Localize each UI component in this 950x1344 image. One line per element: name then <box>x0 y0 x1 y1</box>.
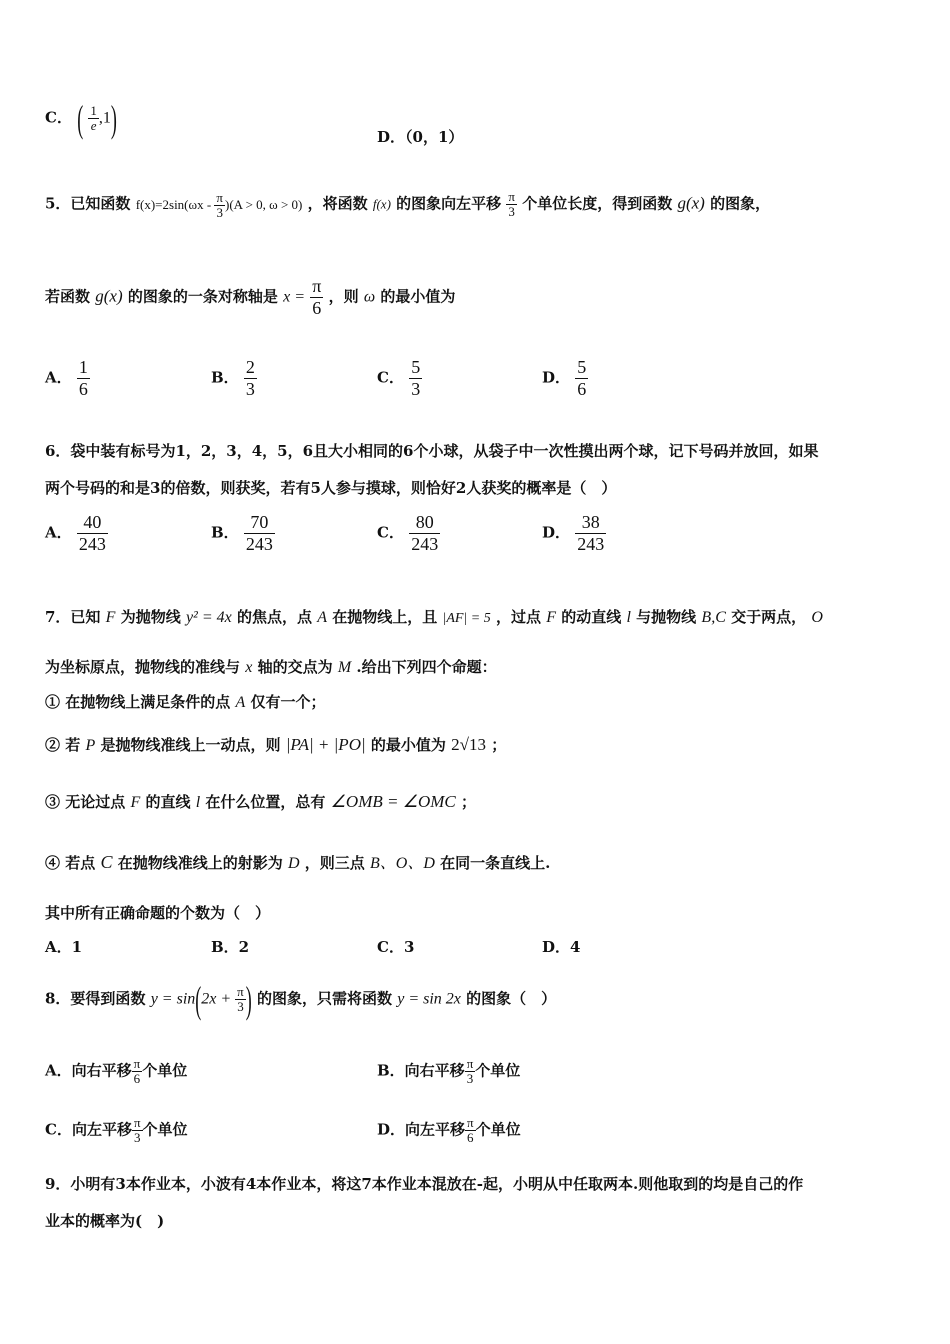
q7-option-d[interactable]: D．4 <box>542 938 581 956</box>
q5-option-c[interactable] <box>377 357 422 400</box>
denominator: 3 <box>411 379 421 399</box>
q5-text: 5．已知函数 <box>45 194 131 213</box>
numerator: 1 <box>90 103 97 118</box>
fraction <box>575 357 588 400</box>
q7-text: 在抛物线上，且 <box>332 608 438 626</box>
option-tail: 个单位 <box>142 1061 188 1080</box>
q5-text: 个单位长度，得到函数 <box>522 194 673 213</box>
denominator: 3 <box>466 1071 474 1086</box>
fraction <box>77 512 108 555</box>
q7-question: 其中所有正确命题的个数为（ ） <box>45 904 271 922</box>
denominator: 243 <box>411 534 439 554</box>
option-label: C． <box>377 523 404 542</box>
numerator: π <box>467 1115 474 1130</box>
numerator: 38 <box>575 512 606 534</box>
fraction <box>214 191 225 220</box>
denominator: 243 <box>78 534 106 554</box>
gx: g(x) <box>677 193 705 213</box>
numerator: 1 <box>78 357 88 377</box>
option-label: B． <box>211 523 239 542</box>
axis-lhs: x = <box>283 288 306 306</box>
q7-statement-3 <box>45 792 476 813</box>
parabola-equation: y² = 4x <box>185 609 232 626</box>
q6-option-d[interactable] <box>542 512 606 555</box>
q7-text: 是抛物线准线上一动点，则 <box>100 736 281 754</box>
q5-option-b[interactable] <box>211 357 257 400</box>
fx: f(x) <box>372 196 391 212</box>
q7-text: 在什么位置，总有 <box>205 793 326 811</box>
q7-text: ； <box>491 736 507 754</box>
option-label: A．向右平移 <box>45 1061 132 1080</box>
q8-option-a[interactable] <box>45 1057 187 1086</box>
numerator: π <box>466 1056 474 1071</box>
denominator: 3 <box>216 205 223 221</box>
denominator: 6 <box>78 379 88 399</box>
q4-option-c[interactable] <box>45 97 117 140</box>
q7-text: 在抛物线准线上的射影为 <box>117 854 283 872</box>
fraction <box>235 985 246 1014</box>
q7-text: 轴的交点为 <box>257 658 333 676</box>
q7-text: ，过点 <box>495 608 541 626</box>
q9-stem-line2: 业本的概率为( ) <box>45 1212 165 1230</box>
q5-text: 若函数 <box>45 287 91 306</box>
numerator: π <box>508 189 515 204</box>
q5-text: 的图象， <box>710 194 771 213</box>
q6-stem-line1: 6．袋中装有标号为1，2，3，4，5，6且大小相同的6个小球，从袋子中一次性摸出两个球，记下号码并放回，如果 <box>45 442 819 460</box>
q7-text: 与抛物线 <box>636 608 697 626</box>
math-symbol: F <box>105 609 116 626</box>
q7-stem-line2 <box>45 657 497 678</box>
pa-po-expression: |PA| + |PO| <box>285 735 366 754</box>
q7-text: 仅有一个； <box>250 693 326 711</box>
q7-text: ① 在抛物线上满足条件的点 <box>45 693 231 711</box>
q7-text: 交于两点， <box>731 608 807 626</box>
min-value: 2√13 <box>451 735 486 754</box>
q9-stem-line1: 9．小明有3本作业本，小波有4本作业本，将这7本作业本混放在-起，小明从中任取两本.则他取到的均是自己的作 <box>45 1175 804 1193</box>
fraction <box>77 357 90 400</box>
q7-statement-2 <box>45 735 506 756</box>
denominator: 3 <box>508 204 515 219</box>
math-symbol: O <box>811 609 823 626</box>
fraction <box>465 1116 476 1145</box>
q7-text: 的焦点，点 <box>236 608 312 626</box>
source-function: y = sin 2x <box>397 990 461 1008</box>
q7-statement-4 <box>45 852 550 874</box>
math-symbol: x <box>245 659 253 676</box>
denominator: 3 <box>133 1130 141 1145</box>
math-symbol: l <box>195 794 201 811</box>
math-symbol: F <box>130 794 141 811</box>
numerator: 2 <box>245 357 255 377</box>
q7-text: 的动直线 <box>561 608 622 626</box>
fraction <box>310 276 323 319</box>
q7-stem-line1 <box>45 607 823 629</box>
q7-text: ④ 若点 <box>45 854 96 872</box>
q7-text: ，则三点 <box>304 854 365 872</box>
numerator: 5 <box>577 357 587 377</box>
target-function: y = sin <box>150 990 196 1008</box>
option-tail: 个单位 <box>475 1120 521 1139</box>
option-label: B．向右平移 <box>377 1061 465 1080</box>
fraction <box>575 512 606 555</box>
fx-definition <box>135 190 303 221</box>
q7-option-a[interactable]: A．1 <box>45 938 83 956</box>
option-label: A． <box>45 368 72 387</box>
q8-option-d[interactable] <box>377 1116 521 1145</box>
numerator: 70 <box>244 512 275 534</box>
q7-statement-1 <box>45 692 326 713</box>
fraction <box>132 1116 143 1145</box>
option-tail: 个单位 <box>142 1120 188 1139</box>
q5-stem-line1 <box>45 190 770 220</box>
option-label: D． <box>542 523 571 542</box>
omega: ω <box>363 288 376 306</box>
denominator: 6 <box>467 1130 474 1145</box>
option-tail: 个单位 <box>475 1061 521 1080</box>
math-symbol: A <box>235 694 246 711</box>
gx: g(x) <box>95 286 123 306</box>
q7-text: ； <box>460 793 476 811</box>
option-label: C．向左平移 <box>45 1120 132 1139</box>
numerator: 40 <box>77 512 108 534</box>
numerator: 5 <box>411 357 421 377</box>
numerator: π <box>216 190 223 206</box>
q8-text: 的图象（ ） <box>466 989 557 1008</box>
q6-option-a[interactable] <box>45 512 108 555</box>
fraction <box>244 357 257 400</box>
q5-option-a[interactable] <box>45 357 90 400</box>
q8-option-c[interactable] <box>45 1116 188 1145</box>
q7-text: ② 若 <box>45 736 81 754</box>
right-paren: ) <box>245 978 252 1021</box>
numerator: π <box>312 276 322 296</box>
fraction <box>506 190 517 219</box>
q5-text: 的最小值为 <box>380 287 456 306</box>
math-symbol: D <box>287 855 300 872</box>
option-label: D． <box>542 368 571 387</box>
q7-text: 在同一条直线上. <box>440 854 551 872</box>
option-label: B． <box>211 368 239 387</box>
q5-text: 的图象的一条对称轴是 <box>127 287 278 306</box>
math-symbol: B,C <box>701 609 726 626</box>
option-label: A． <box>45 523 72 542</box>
q4-option-d[interactable]: D．（0，1） <box>377 128 464 146</box>
left-paren: ( <box>195 978 202 1021</box>
right-paren: ) <box>110 97 117 140</box>
math-symbol: P <box>85 737 96 754</box>
denominator: 243 <box>245 534 273 554</box>
q5-text: ，则 <box>328 287 359 306</box>
q7-text: ③ 无论过点 <box>45 793 126 811</box>
fraction <box>88 104 99 133</box>
math-symbol: l <box>626 609 631 626</box>
fraction <box>244 512 275 555</box>
q7-option-c[interactable]: C．3 <box>377 938 415 956</box>
denominator: e <box>90 118 97 133</box>
q5-stem-line2 <box>45 276 455 319</box>
q8-text: 的图象，只需将函数 <box>256 989 392 1008</box>
target-argument: 2x + <box>201 990 236 1008</box>
fx-condition: )(A > 0, ω > 0) <box>224 196 303 212</box>
denominator: 6 <box>133 1071 141 1086</box>
option-tail: ,1 <box>98 109 111 127</box>
q7-text: .给出下列四个命题： <box>356 658 497 676</box>
fraction <box>409 512 440 555</box>
math-symbol: F <box>546 609 556 626</box>
fraction <box>132 1057 143 1086</box>
q7-text: 的最小值为 <box>370 736 446 754</box>
math-symbol: A <box>317 609 327 626</box>
denominator: 6 <box>312 298 322 318</box>
denominator: 243 <box>577 534 605 554</box>
denominator: 3 <box>237 999 244 1014</box>
q6-option-c[interactable] <box>377 512 440 555</box>
angle-equation: ∠OMB = ∠OMC <box>330 792 456 811</box>
q5-text: 的图象向左平移 <box>396 194 502 213</box>
option-label: C． <box>45 108 72 127</box>
q5-text: ，将函数 <box>307 194 368 213</box>
q6-stem-line2: 两个号码的和是3的倍数，则获奖，若有5人参与摸球，则恰好2人获奖的概率是（ ） <box>45 479 617 497</box>
q7-text: 的直线 <box>145 793 191 811</box>
numerator: π <box>133 1115 141 1130</box>
math-symbol: C <box>100 852 113 872</box>
denominator: 6 <box>577 379 587 399</box>
q6-option-b[interactable] <box>211 512 275 555</box>
q5-option-d[interactable] <box>542 357 588 400</box>
q7-text: 为坐标原点，抛物线的准线与 <box>45 658 241 676</box>
q7-text: 为抛物线 <box>120 608 181 626</box>
numerator: 80 <box>409 512 440 534</box>
q7-text: 7．已知 <box>45 608 101 626</box>
left-paren: ( <box>77 97 84 140</box>
fraction <box>465 1057 476 1086</box>
af-expression: |AF| = 5 <box>442 611 491 626</box>
numerator: π <box>133 1056 141 1071</box>
denominator: 3 <box>245 379 255 399</box>
option-label: C． <box>377 368 404 387</box>
fraction <box>409 357 422 400</box>
numerator: π <box>237 984 244 999</box>
math-symbol: M <box>337 659 352 676</box>
option-label: D．向左平移 <box>377 1120 466 1139</box>
points: B、O、D <box>370 855 435 872</box>
fx-def-text: f(x)=2sin(ωx - <box>135 196 215 212</box>
q8-option-b[interactable] <box>377 1057 520 1086</box>
q8-text: 8．要得到函数 <box>45 989 146 1008</box>
q8-stem <box>45 978 557 1021</box>
q7-option-b[interactable]: B．2 <box>211 938 250 956</box>
